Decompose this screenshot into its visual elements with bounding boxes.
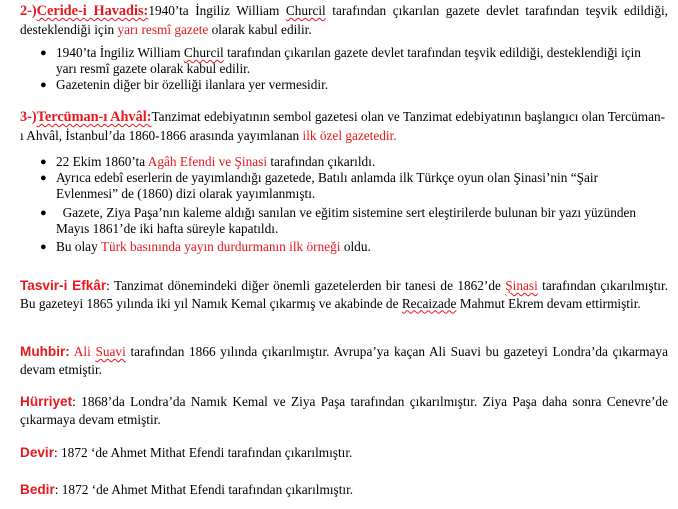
tasvir-recaizade: Recaizade <box>401 295 457 311</box>
muhbir-suavi: Suavi <box>95 344 126 359</box>
bullet-text: Ayrıca edebî eserlerin de yayımlandığı gazetede, Batılı anlamda ilk Türkçe oyun olan Şinasi’nin “Şair Evlenmesi” de (1860) dizi olarak yayımlanmıştı. <box>56 170 599 202</box>
bullet-text: oldu. <box>340 239 371 255</box>
muhbir-text: tarafından 1866 yılında çıkarılmıştır. Avrupa’ya kaçan Ali Suavi bu gazeteyi Londra’da çıkarmaya devam etmiştir. <box>20 344 668 377</box>
bullet-icon: ● <box>40 47 47 59</box>
bullet-text: tarafından çıkarılan gazete devlet tarafından teşvik edildiği, desteklendiği için yarı resmî gazete olarak kabul edilir. <box>56 45 641 77</box>
bullet-icon: ● <box>40 206 47 219</box>
ceride-churcil: Churcil <box>285 3 326 18</box>
section-ceride-heading-prefix: 2-) <box>20 3 37 19</box>
bullet-text: tarafından çıkarıldı. <box>267 154 376 169</box>
devir-title: Devir <box>20 445 55 460</box>
section-tercuman-heading: Tercüman-ı Ahvâl: <box>36 109 152 125</box>
tasvir-sinasi: Şinasi <box>505 278 538 293</box>
list-item <box>40 77 660 93</box>
ceride-text-start: 1940’ta İngiliz William <box>148 3 286 18</box>
hurriyet-title: Hürriyet <box>20 394 73 409</box>
section-bedir-paragraph <box>20 481 668 499</box>
section-tercuman-paragraph <box>20 108 668 144</box>
ceride-text-end: olarak kabul edilir. <box>208 21 312 37</box>
section-tasvir-paragraph <box>20 277 668 312</box>
list-item <box>40 239 660 255</box>
tercuman-red-phrase: ilk özel gazetedir. <box>302 127 397 143</box>
bullet-icon: ● <box>40 241 47 254</box>
tasvir-text: tarafından çıkarılmıştır. Bu gazeteyi 1865 yılında iki yıl Namık Kemal çıkarmış ve akabinde de <box>20 278 668 311</box>
muhbir-title: Muhbir: <box>20 344 70 359</box>
list-item <box>40 170 660 202</box>
bullet-icon: ● <box>40 79 47 92</box>
section-tercuman-heading-prefix: 3-) <box>20 109 37 125</box>
bullet-churcil: Churcil <box>183 45 224 60</box>
list-item <box>40 205 660 237</box>
bedir-title: Bedir <box>20 482 55 497</box>
section-ceride-heading: Ceride-i Havadis: <box>36 3 149 19</box>
tasvir-title: Tasvir-i Efkâr <box>20 278 107 293</box>
tasvir-colon: : <box>106 278 114 293</box>
hurriyet-text: : 1868’da Londra’da Namık Kemal ve Ziya Paşa tarafından çıkarılmıştır. Ziya Paşa daha sonra Cenevre’de çıkarmaya devam etmiştir. <box>20 394 668 427</box>
bullet-text: Bu olay <box>56 239 101 255</box>
bullet-icon: ● <box>40 172 47 185</box>
ceride-bullet-list <box>40 45 660 94</box>
ceride-red-phrase: yarı resmî gazete <box>117 21 209 37</box>
bullet-text: Gazete, Ziya Paşa’nın kaleme aldığı sanılan ve eğitim sistemine sert eleştirilerde bulunan bir yazı yüzünden Mayıs 1861’de iki hafta süreyle kapatıldı. <box>56 204 640 236</box>
list-item <box>40 154 660 170</box>
bullet-icon: ● <box>40 156 47 168</box>
bullet-red-text: Agâh Efendi ve Şinasi <box>147 154 268 169</box>
tercuman-text: Tanzimat edebiyatının sembol gazetesi olan ve Tanzimat edebiyatının başlangıcı olan Tercüman-ı Ahvâl, İstanbul’da 1860-1866 arasında yayımlanan <box>20 109 666 143</box>
section-muhbir-paragraph <box>20 343 668 378</box>
ceride-text-rest: tarafından çıkarılan gazete devlet tarafından teşvik edildiği, desteklendiği için <box>20 3 668 37</box>
tasvir-text: Tanzimat dönemindeki diğer önemli gazetelerden bir tanesi de 1862’de <box>114 278 506 293</box>
tasvir-text: Mahmut Ekrem devam ettirmiştir. <box>456 295 641 311</box>
section-devir-paragraph <box>20 444 668 462</box>
bedir-text: : 1872 ‘de Ahmet Mithat Efendi tarafından çıkarılmıştır. <box>54 482 354 497</box>
tercuman-bullet-list <box>40 154 660 255</box>
list-item <box>40 45 660 77</box>
section-ceride-paragraph <box>20 2 668 38</box>
bullet-text: Gazetenin diğer bir özelliği ilanlara yer vermesidir. <box>56 77 329 93</box>
bullet-text: 1940’ta İngiliz William <box>56 45 184 60</box>
section-hurriyet-paragraph <box>20 393 668 428</box>
devir-text: : 1872 ‘de Ahmet Mithat Efendi tarafından çıkarılmıştır. <box>54 445 353 460</box>
bullet-text: 22 Ekim 1860’ta <box>56 154 148 169</box>
muhbir-red-name: Ali <box>69 344 96 359</box>
bullet-red-text: Türk basınında yayın durdurmanın ilk örneği <box>100 239 341 255</box>
